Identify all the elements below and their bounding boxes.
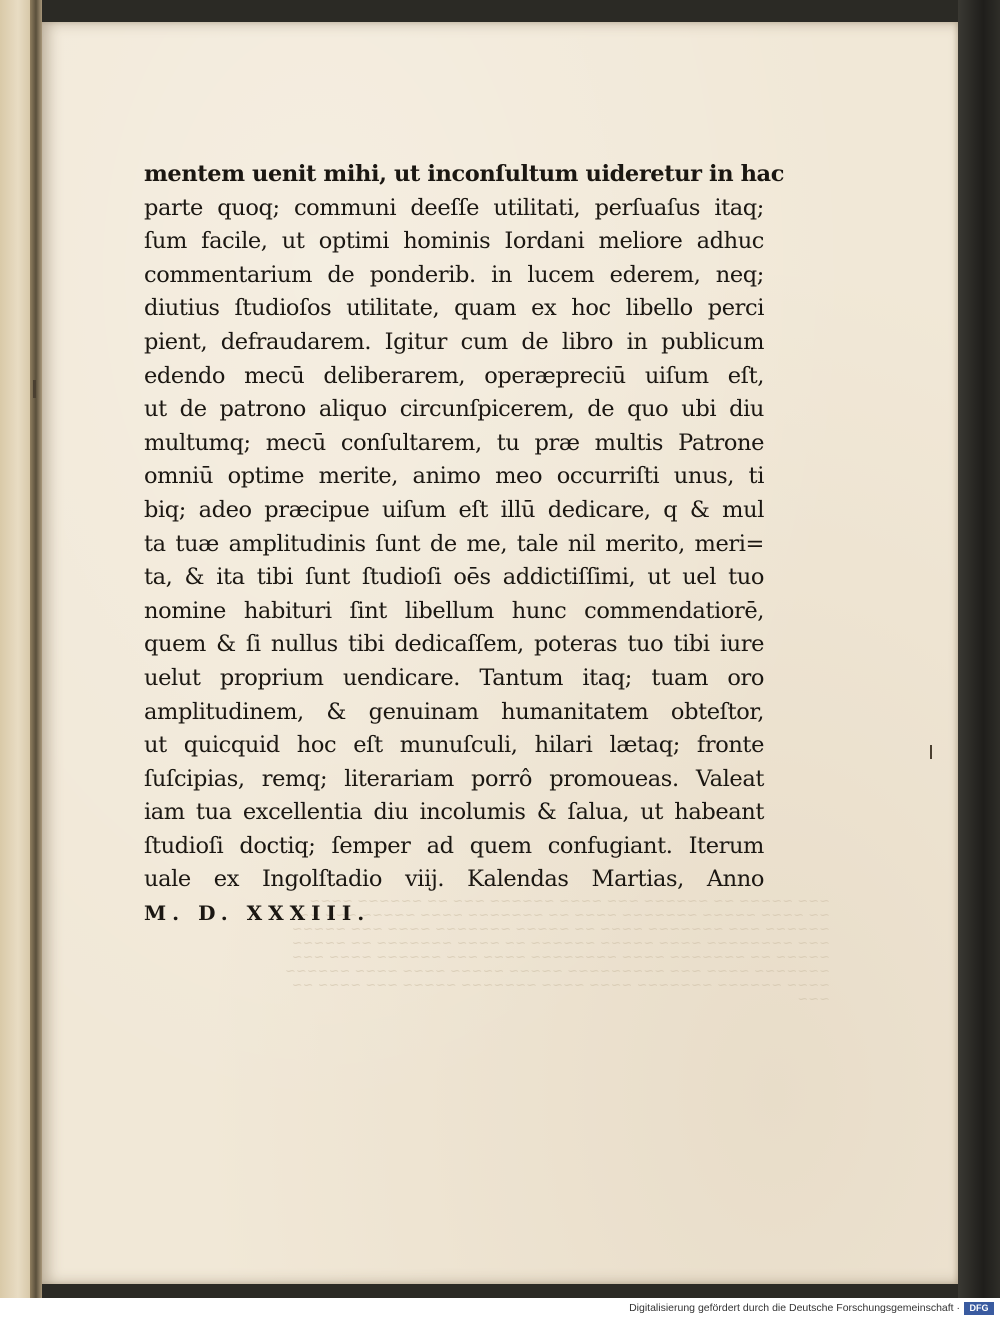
text-line: pient, defraudarem. Igitur cum de libro in publicum	[144, 328, 764, 355]
text-line: ut de patrono aliquo circunſpicerem, de quo ubi diu	[144, 396, 764, 423]
text-line: multumq; mecū conſultarem, tu præ multis Patrone	[144, 429, 764, 456]
text-line: nomine habituri ſint libellum hunc commendatiorē,	[144, 597, 764, 624]
text-line: ta tuæ amplitudinis ſunt de me, tale nil merito, meri=	[144, 530, 764, 557]
show-through-text: ~~~ ~~~~~ ~~ ~~~~~~ ~~~ ~~~~ ~~~~~~ ~~~ ~~ ~~~~~~ ~~~~ ~~ ~~~~ ~~~~~ ~~~~~~~ ~~~~ ~~ ~~~~~~~ ~~~~ ~~~~~ ~~~ ~~ ~~~~~~ ~~~ ~~~~~~~ ~~~~ ~~ ~~~~~ ~~~~~~~ ~~~~ ~~~ ~~~~~ ~~~ ~~~~~~~~ ~~~~ ~~~~~ ~~~~~~ ~~ ~~~~ ~~~~~~~ ~~ ~~~~~ ~~~~~ ~~ ~~~~~~~ ~~~~ ~~~~~~~~ ~~~~ ~~~ ~~~~~~ ~~~~ ~~~ ~~~~~~~ ~~~~ ~~~ ~~~~~~~~~ ~~~~~ ~~~~~ ~~~~ ~~~~ ~~~~~~ ~~~~ ~~~~~~ ~~~~~~~ ~~~~ ~~~~ ~~~~~~~ ~~~~~ ~~~ ~~~~ ~~ ~~~	[284, 895, 830, 1007]
text-line: amplitudinem, & genuinam humanitatem obteſtor,	[144, 698, 764, 725]
text-line: commentarium de ponderib. in lucem ederem, neq;	[144, 261, 764, 288]
text-line: ut quicquid hoc eſt munuſculi, hilari lætaq; fronte	[144, 732, 764, 759]
text-line: quem & ſi nullus tibi dedicaſſem, poteras tuo tibi iure	[144, 631, 764, 658]
text-line: ſtudioſi doctiq; ſemper ad quem confugiant. Iterum	[144, 832, 764, 859]
text-line: mentem uenit mihi, ut inconſultum uideretur in hac	[144, 161, 785, 187]
text-line: biq; adeo præcipue uiſum eſt illū dedicare, q & mul	[144, 496, 764, 523]
text-block	[144, 158, 785, 931]
date-line: M. D. XXXIII.	[144, 901, 371, 926]
text-line: ſum facile, ut optimi hominis Iordani meliore adhuc	[144, 228, 764, 255]
text-line: parte quoq; communi deeſſe utilitati, perſuaſus itaq;	[144, 194, 764, 221]
ink-speck	[930, 745, 932, 759]
footer-bar	[0, 1298, 1000, 1320]
text-line: diutius ſtudioſos utilitate, quam ex hoc libello perci	[144, 295, 764, 322]
text-line: ta, & ita tibi ſunt ſtudioſi oēs addictiſſimi, ut uel tuo	[144, 564, 764, 591]
text-line: uale ex Ingolſtadio viij. Kalendas Martias, Anno	[144, 866, 764, 893]
ink-speck	[33, 380, 36, 398]
digitization-credit: Digitalisierung gefördert durch die Deutsche Forschungsgemeinschaft ·	[629, 1302, 960, 1314]
text-line: iam tua excellentia diu incolumis & ſalua, ut habeant	[144, 799, 764, 826]
cover-board	[958, 0, 1000, 1298]
text-line: edendo mecū deliberarem, operæpreciū uiſum eſt,	[144, 362, 764, 389]
text-line: omniū optime merite, animo meo occurriſti unus, ti	[144, 463, 764, 490]
dfg-logo: DFG	[964, 1302, 994, 1315]
text-line: ſuſcipias, remq; literariam porrô promoueas. Valeat	[144, 765, 764, 792]
book-gutter	[30, 0, 42, 1298]
text-line: uelut proprium uendicare. Tantum itaq; tuam oro	[144, 664, 764, 691]
